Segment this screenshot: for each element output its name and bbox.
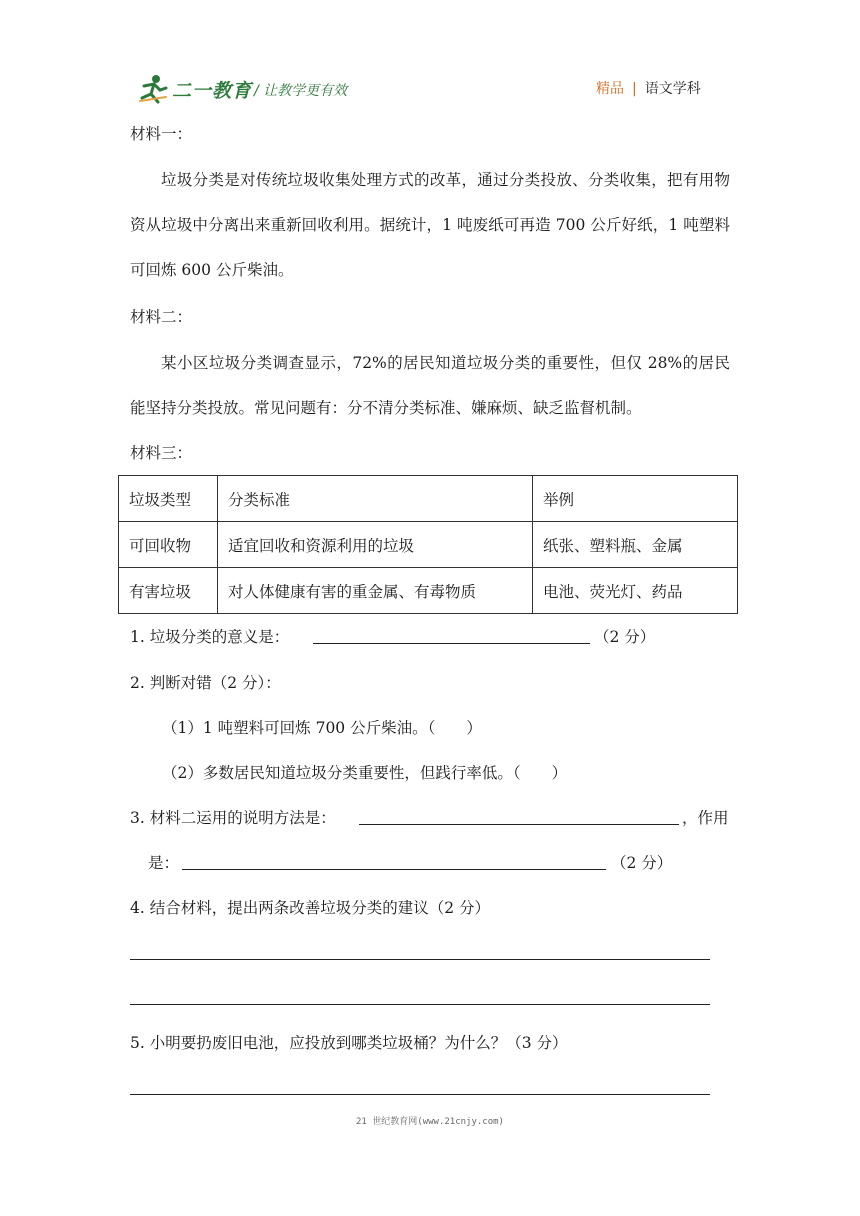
question-5-prompt: 5. 小明要扔废旧电池，应投放到哪类垃圾桶？为什么？（3 分） — [130, 1034, 568, 1052]
question-3-line2-prefix: 是： — [148, 854, 180, 872]
table-header-row — [119, 476, 738, 522]
question-2-item-1: （1）1 吨塑料可回炼 700 公斤柴油。（ ） — [162, 719, 482, 737]
material2-text: 某小区垃圾分类调查显示，72%的居民知道垃圾分类的重要性，但仅 28%的居民能坚持分类投放。常见问题有：分不清分类标准、嫌麻烦、缺乏监督机制。 — [130, 354, 730, 417]
table-header-cell: 分类标准 — [218, 476, 533, 522]
question-3-prompt: 3. 材料二运用的说明方法是： — [130, 809, 336, 827]
table-row — [119, 568, 738, 614]
material2-label: 材料二： — [130, 308, 193, 326]
header-subject — [596, 78, 701, 98]
answer-blank-q1[interactable] — [313, 643, 590, 644]
premium-label: 精品 — [596, 81, 624, 97]
answer-line-q5[interactable] — [130, 1094, 710, 1095]
table-cell: 有害垃圾 — [119, 568, 218, 614]
footer-source: 21 世纪教育网(www.21cnjy.com) — [356, 1117, 504, 1127]
question-1-score: （2 分） — [594, 628, 656, 646]
table-cell: 纸张、塑料瓶、金属 — [533, 522, 738, 568]
question-4-prompt: 4. 结合材料，提出两条改善垃圾分类的建议（2 分） — [130, 899, 491, 917]
brand-logo — [136, 74, 376, 106]
classification-table — [118, 475, 738, 614]
subject-label: 语文学科 — [644, 81, 701, 97]
logo-text: 二一教育 — [172, 80, 253, 102]
runner-icon — [136, 74, 170, 104]
table-cell: 电池、荧光灯、药品 — [533, 568, 738, 614]
table-header-cell: 举例 — [533, 476, 738, 522]
material1-label: 材料一： — [130, 125, 193, 143]
answer-blank-q3-effect[interactable] — [182, 869, 606, 870]
material3-label: 材料三： — [130, 444, 193, 462]
question-2-item-2: （2）多数居民知道垃圾分类重要性，但践行率低。（ ） — [162, 764, 568, 782]
slogan: / 让教学更有效 — [254, 83, 348, 99]
material1-text: 垃圾分类是对传统垃圾收集处理方式的改革，通过分类投放、分类收集，把有用物资从垃圾中分离出来重新回收利用。据统计，1 吨废纸可再造 700 公斤好纸，1 吨塑料可回炼 600 公斤柴油。 — [130, 171, 730, 279]
question-1-prompt: 1. 垃圾分类的意义是： — [130, 628, 290, 646]
table-header-cell: 垃圾类型 — [119, 476, 218, 522]
question-3-score: （2 分） — [611, 854, 673, 872]
table-row — [119, 522, 738, 568]
table-cell: 可回收物 — [119, 522, 218, 568]
answer-blank-q3-method[interactable] — [359, 824, 679, 825]
answer-line-q4-2[interactable] — [130, 1004, 710, 1005]
question-3-mid: ，作用 — [682, 809, 729, 827]
table-cell: 适宜回收和资源利用的垃圾 — [218, 522, 533, 568]
table-cell: 对人体健康有害的重金属、有毒物质 — [218, 568, 533, 614]
header-divider: | — [632, 81, 637, 97]
question-2-prompt: 2. 判断对错（2 分）： — [130, 674, 281, 692]
answer-line-q4-1[interactable] — [130, 959, 710, 960]
